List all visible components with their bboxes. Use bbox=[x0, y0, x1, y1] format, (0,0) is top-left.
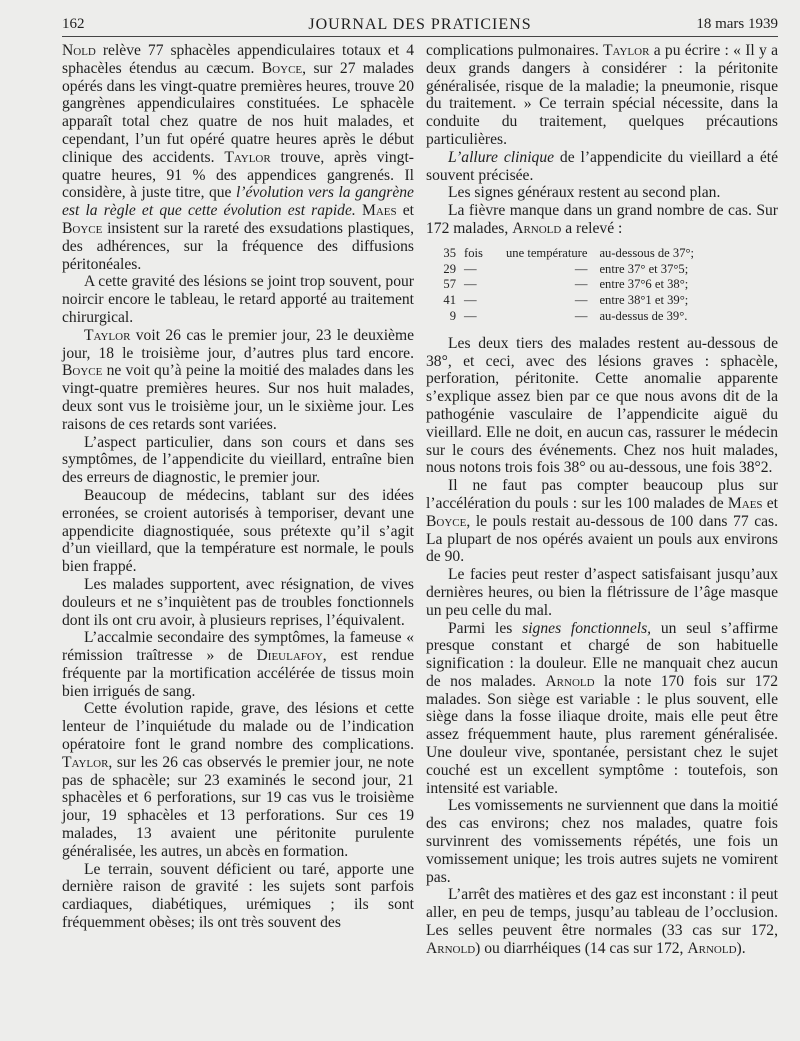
paragraph bbox=[426, 202, 778, 238]
paragraph bbox=[62, 629, 414, 700]
paragraph bbox=[62, 700, 414, 860]
text-run: de l’appendicite du vieillard a été souvent précisée. bbox=[426, 148, 779, 184]
text-run: ne voit qu’à peine la moitié des malades dans les vingt-quatre premières heures. Sur nos huit malades, deux sont vus le troisième jour, un le sixième jour. Les raisons de ces retards sont variées. bbox=[62, 362, 414, 433]
paragraph bbox=[426, 886, 778, 957]
text-run: , sur les 26 cas observés le premier jour, ne note pas de sphacèle; sur 23 examinés le second jour, 21 sphacèles et 6 perforations, sur 19 cas vus le troisième jour, 19 sphacèles et 13 perforations. Sur ces 19 malades, 13 avaient une péritonite purulente généralisée, les autres, un abcès en formation. bbox=[62, 753, 414, 860]
text-run: La fièvre manque dans un grand nombre de cas. Sur 172 malades, bbox=[426, 202, 778, 237]
paragraph bbox=[62, 273, 414, 326]
text-run: L’accalmie secondaire des symptômes, la fameuse « rémission traîtresse » de bbox=[62, 629, 414, 665]
text-run: un seul s’affirme presque constant et chargé de son habituelle signification : la douleur. Elle ne manquait chez aucun de nos malades. bbox=[426, 619, 778, 690]
unit-cell: — bbox=[464, 308, 477, 323]
unit-cell: fois bbox=[464, 245, 483, 260]
text-run: ) ou diarrhéiques (14 cas sur 172, bbox=[475, 939, 688, 957]
paragraph bbox=[62, 434, 414, 487]
measure-cell: — bbox=[574, 308, 588, 323]
text-run: la note 170 fois sur 172 malades. Son siège est variable : le plus souvent, elle siège dans la fosse iliaque droite, mais elle peut être assez fréquemment haute, plus rarement généralisée. Une douleur vive, spontanée, persistant chez le sujet couché est un excellent symptôme : toutefois, son intensité est variable. bbox=[426, 672, 778, 797]
text-run: , sur 27 malades opérés dans les vingt-quatre premières heures, trouve 20 gangrènes appendiculaires constituées. Le sphacèle apparaît total chez quatre de nos huit malades, et cependant, l’un fut opéré quatre heures après le début clinique des accidents. bbox=[62, 59, 414, 166]
emphasis: l’évolution vers la gangrène est la règle et que cette évolution est rapide. bbox=[62, 184, 414, 220]
text-run: Le terrain, souvent déficient ou taré, apporte une dernière raison de gravité : les sujets sont parfois cardiaques, diabétiques, urémiques ; ils sont fréquemment obèses; ils ont très souvent des bbox=[62, 860, 414, 932]
text-run: a relevé : bbox=[561, 219, 623, 237]
paragraph bbox=[62, 487, 414, 576]
unit-cell: — bbox=[464, 277, 477, 292]
count-cell: 29 bbox=[443, 261, 456, 276]
paragraph bbox=[426, 477, 778, 566]
paragraph bbox=[426, 149, 778, 185]
text-run: complications pulmonaires. bbox=[426, 42, 604, 59]
author-name: Maes bbox=[727, 494, 763, 512]
measure-cell: — bbox=[574, 293, 588, 308]
table-row bbox=[426, 262, 698, 278]
author-name: Boyce bbox=[426, 512, 467, 530]
issue-date: 18 mars 1939 bbox=[696, 16, 778, 32]
author-name: Taylor bbox=[84, 326, 131, 344]
table-row bbox=[426, 277, 698, 293]
author-name: Taylor bbox=[62, 753, 109, 771]
text-run: Les vomissements ne surviennent que dans la moitié des cas environs; chez nos malades, quatre fois survinrent des vomissements répétés, une fois un vomissement unique; les trois autres sujets ne vomirent pas. bbox=[426, 797, 778, 886]
author-name: Boyce bbox=[62, 219, 103, 237]
text-run: , le pouls restait au-dessous de 100 dans 77 cas. La plupart de nos opérés avaient un pouls aux environs de 90. bbox=[426, 512, 778, 566]
author-name: Taylor bbox=[224, 148, 271, 166]
author-name: Arnold bbox=[687, 939, 737, 957]
temperature-table bbox=[426, 246, 698, 325]
author-name: Dieulafoy bbox=[256, 647, 323, 665]
unit-cell: — bbox=[464, 293, 477, 308]
text-run: ). bbox=[736, 939, 746, 957]
text-run: Les deux tiers des malades restent au-dessous de 38°, et ceci, avec des lésions graves : sphacèle, perforation, péritonite. Cette anomalie apparente s’explique assez bien par ce que nous avons dit de la pathogénie vasculaire de l’appendicite aiguë du vieillard. Elle ne doit, en aucun cas, rassurer le médecin sur le cours des événements. Chez nos huit malades, nous notons trois fois 38° ou au-dessous, une fois 38°2. bbox=[426, 334, 778, 477]
text-run: L’arrêt des matières et des gaz est inconstant : il peut aller, en peu de temps, jusqu’au tableau de l’occlusion. Les selles peuvent être normales (33 cas sur 172, bbox=[426, 886, 778, 940]
text-run: Parmi les bbox=[448, 619, 523, 637]
author-name: Maes bbox=[361, 202, 397, 220]
text-run: Cette évolution rapide, grave, des lésions et cette lenteur de l’inquiétude du malade ou de l’indication opératoire font le grand nombre des complications. bbox=[62, 700, 414, 754]
author-name: Boyce bbox=[261, 59, 303, 77]
count-cell: 35 bbox=[443, 245, 456, 260]
paragraph bbox=[62, 576, 414, 629]
range-cell: au-dessous de 37°; bbox=[599, 245, 695, 260]
text-run: Les signes généraux restent au second plan. bbox=[448, 184, 721, 202]
paragraph bbox=[62, 861, 414, 932]
journal-title: JOURNAL DES PRATICIENS bbox=[308, 16, 532, 33]
author-name: Arnold bbox=[426, 939, 476, 957]
range-cell: entre 38°1 et 39°; bbox=[599, 293, 689, 308]
count-cell: 57 bbox=[443, 277, 456, 292]
text-run: et bbox=[396, 202, 415, 220]
paragraph bbox=[62, 42, 414, 273]
unit-cell: — bbox=[464, 261, 477, 276]
paragraph bbox=[426, 335, 778, 477]
right-column bbox=[426, 42, 778, 958]
paragraph bbox=[426, 566, 778, 619]
emphasis: signes fonctionnels, bbox=[522, 619, 652, 637]
range-cell: entre 37°6 et 38°; bbox=[599, 277, 689, 292]
author-name: Arnold bbox=[512, 219, 562, 237]
text-run: A cette gravité des lésions se joint trop souvent, pour noircir encore le tableau, le retard apporté au traitement chirurgical. bbox=[62, 273, 415, 326]
table-row bbox=[426, 309, 698, 325]
measure-cell: — bbox=[574, 261, 588, 276]
text-run: Les malades supportent, avec résignation, de vives douleurs et ne s’inquiètent pas de troubles fonctionnels dont ils ont cru avoir, à plusieurs reprises, l’équivalent. bbox=[62, 575, 414, 629]
range-cell: entre 37° et 37°5; bbox=[599, 261, 689, 276]
text-run: Il ne faut pas compter beaucoup plus sur l’accélération du pouls : sur les 100 malades de bbox=[426, 477, 778, 512]
author-name: Nold bbox=[62, 42, 96, 59]
text-run: insistent sur la rareté des exsudations plastiques, des adhérences, sur la fréquence des diffusions péritonéales. bbox=[62, 219, 414, 273]
paragraph bbox=[426, 42, 778, 149]
author-name: Taylor bbox=[603, 42, 650, 59]
text-run: et bbox=[762, 494, 778, 512]
paragraph bbox=[426, 797, 778, 886]
text-run: Le facies peut rester d’aspect satisfaisant jusqu’aux dernières heures, ou bien la flétrissure de l’âge masque un peu celle du mal. bbox=[426, 566, 778, 619]
page-number: 162 bbox=[62, 16, 85, 32]
author-name: Arnold bbox=[545, 672, 595, 690]
author-name: Boyce bbox=[62, 362, 103, 380]
header-rule bbox=[62, 36, 778, 37]
text-run: L’aspect particulier, dans son cours et dans ses symptômes, de l’appendicite du vieillard, entraîne bien des erreurs de diagnostic, le premier jour. bbox=[62, 433, 414, 487]
text-run: trouve, après vingt-quatre heures, 91 % des appendices gangrenés. Il considère, à juste titre, que bbox=[62, 148, 414, 202]
text-run: relève 77 sphacèles appendiculaires totaux et 4 sphacèles étendus au cæcum. bbox=[62, 42, 414, 77]
left-column bbox=[62, 42, 414, 932]
paragraph bbox=[426, 620, 778, 798]
measure-cell: une température bbox=[506, 245, 588, 260]
running-header bbox=[62, 12, 778, 38]
measure-cell: — bbox=[574, 277, 588, 292]
paragraph bbox=[426, 184, 778, 202]
table-row bbox=[426, 293, 698, 309]
count-cell: 9 bbox=[449, 308, 456, 323]
text-run: Beaucoup de médecins, tablant sur des idées erronées, se croient autorisés à temporiser, devant une appendicite diagnostiquée, sous prétexte qu’il s’agit d’un vieillard, que la température est normale, le pouls bien frappé. bbox=[62, 486, 414, 576]
text-run: a pu écrire : « Il y a deux grands dangers à considérer : la péritonite généralisée, risque de la maladie; la pneumonie, risque du traitement. » Ce terrain spécial nécessite, dans la conduite du traitement, quelques précautions particulières. bbox=[426, 42, 778, 148]
table-row bbox=[426, 246, 698, 262]
text-run: , est rendue fréquente par la mortification accélérée de tissus moin bien irrigués de sang. bbox=[62, 647, 414, 700]
count-cell: 41 bbox=[443, 293, 456, 308]
paragraph bbox=[62, 327, 414, 434]
range-cell: au-dessus de 39°. bbox=[599, 308, 688, 323]
text-run: voit 26 cas le premier jour, 23 le deuxième jour, 18 le troisième jour, d’autres plus tard encore. bbox=[62, 326, 414, 362]
emphasis: L’allure clinique bbox=[448, 148, 555, 166]
